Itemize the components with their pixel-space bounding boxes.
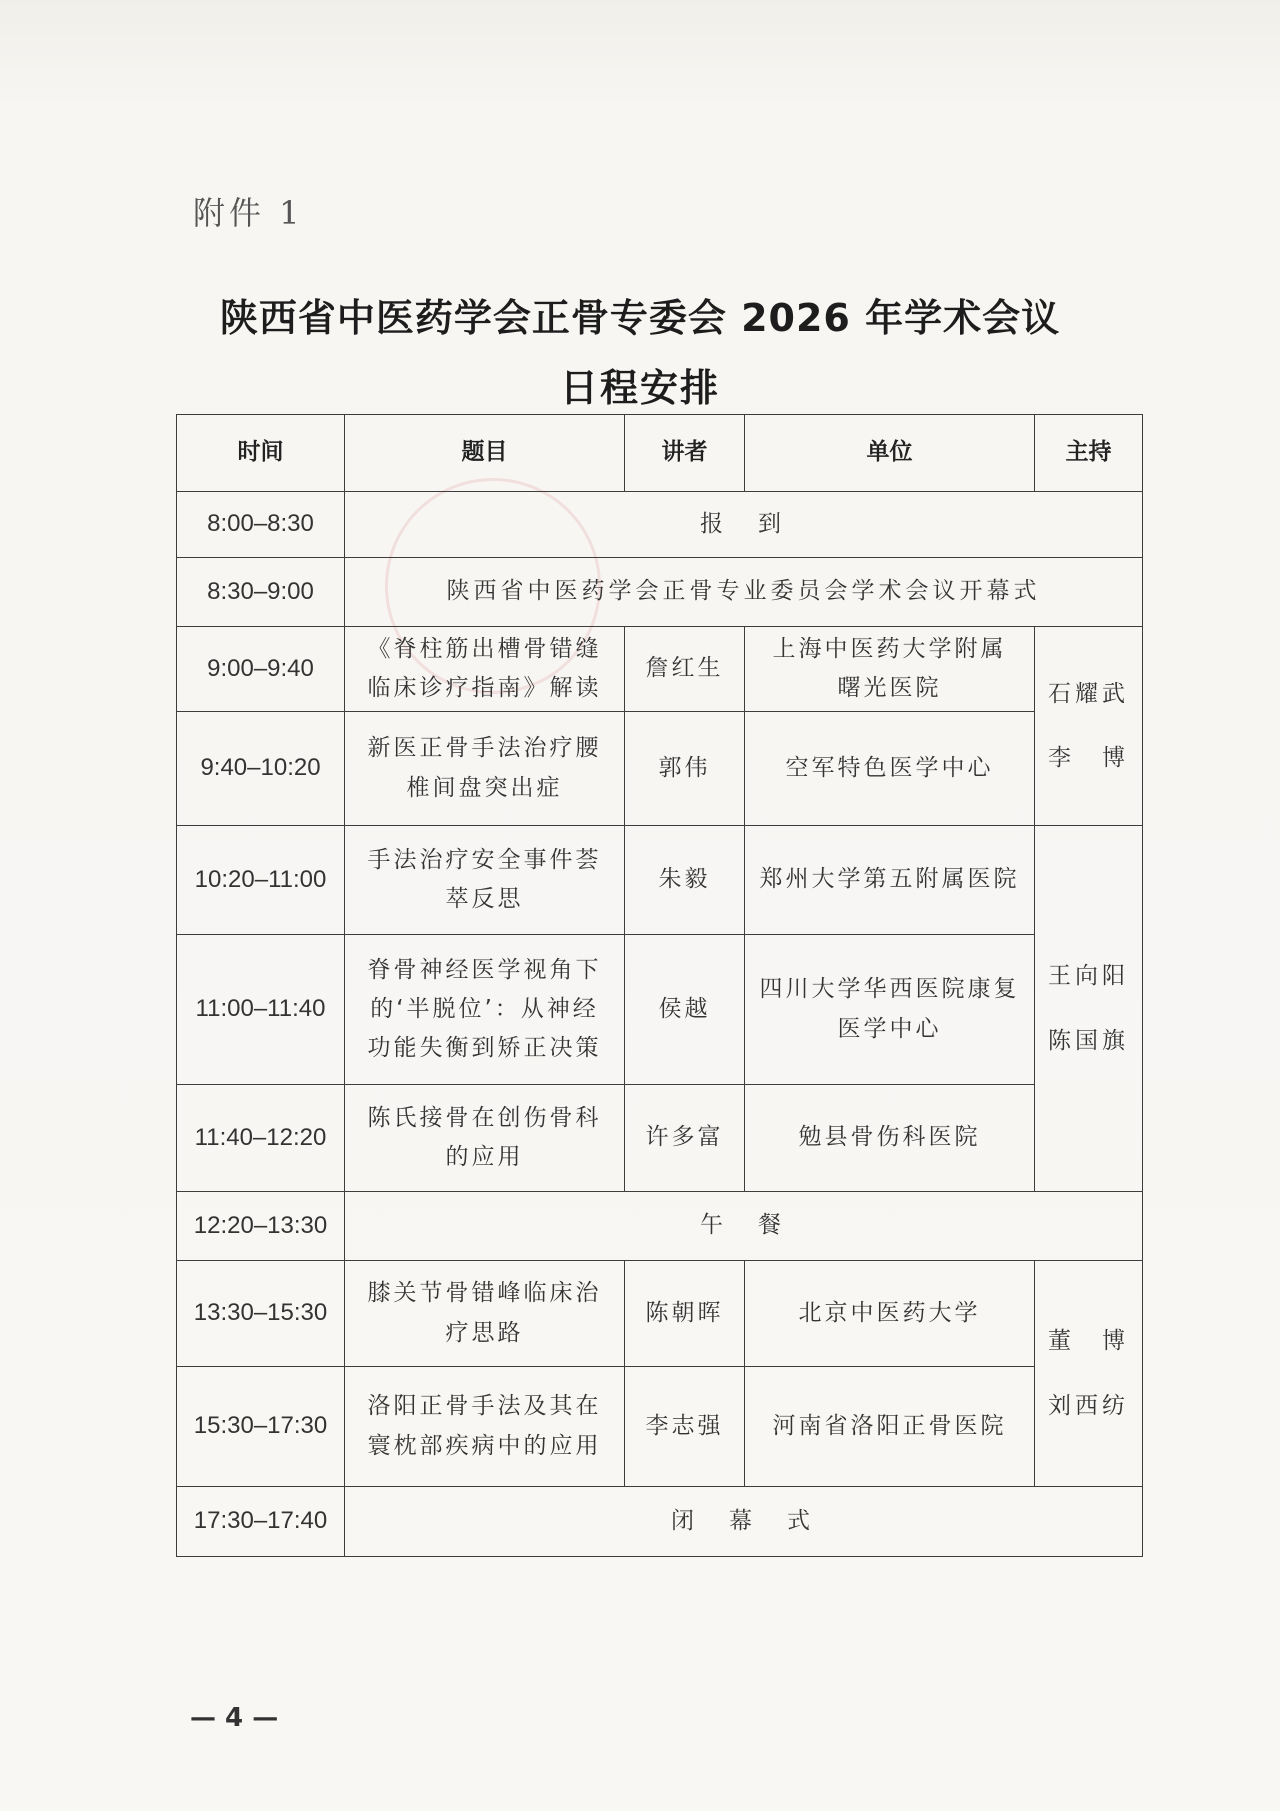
table-row: [177, 1085, 1143, 1192]
topic-cell: [345, 1261, 625, 1367]
header-host: 主持: [1035, 415, 1143, 492]
host-name: 李 博: [1048, 745, 1129, 771]
time-cell: 9:00–9:40: [177, 627, 345, 712]
time-cell: 13:30–15:30: [177, 1261, 345, 1367]
event-cell: 报 到: [345, 492, 1143, 558]
topic-line: 临床诊疗指南》解读: [367, 675, 602, 701]
host-name: 王向阳: [1048, 963, 1129, 990]
document-subtitle: 日程安排: [559, 366, 720, 410]
time-cell: 11:00–11:40: [177, 935, 345, 1085]
speaker-cell: 李志强: [625, 1367, 745, 1487]
table-row: [177, 492, 1143, 558]
topic-line: 《脊柱筋出槽骨错缝: [367, 635, 602, 662]
host-cell: [1035, 627, 1143, 826]
topic-line: 膝关节骨错峰临床治: [367, 1280, 602, 1307]
time-cell: 9:40–10:20: [177, 712, 345, 826]
table-row: [177, 935, 1143, 1085]
topic-cell: [345, 826, 625, 935]
table-header-row: [177, 415, 1143, 492]
table-row: [177, 712, 1143, 826]
unit-cell: 河南省洛阳正骨医院: [745, 1367, 1035, 1487]
topic-cell: [345, 1367, 625, 1487]
table-row: [177, 1261, 1143, 1367]
speaker-cell: 许多富: [625, 1085, 745, 1192]
topic-cell: [345, 712, 625, 826]
header-speaker: 讲者: [625, 415, 745, 492]
topic-line: 的应用: [445, 1144, 524, 1170]
time-cell: 17:30–17:40: [177, 1487, 345, 1557]
table-row: [177, 558, 1143, 627]
unit-cell: [745, 935, 1035, 1085]
header-topic: 题目: [345, 415, 625, 492]
time-cell: 12:20–13:30: [177, 1192, 345, 1261]
host-name: 陈国旗: [1048, 1027, 1129, 1054]
unit-cell: 北京中医药大学: [745, 1261, 1035, 1367]
table-row: [177, 1487, 1143, 1557]
topic-line: 新医正骨手法治疗腰: [367, 735, 602, 762]
topic-line: 脊骨神经医学视角下: [367, 956, 602, 983]
host-name: 石耀武: [1048, 680, 1129, 707]
topic-line: 洛阳正骨手法及其在: [367, 1393, 602, 1420]
time-cell: 8:00–8:30: [177, 492, 345, 558]
unit-cell: [745, 627, 1035, 712]
speaker-cell: 陈朝晖: [625, 1261, 745, 1367]
attachment-label: 附件 1: [193, 194, 304, 232]
header-time: 时间: [177, 415, 345, 492]
time-cell: 10:20–11:00: [177, 826, 345, 935]
topic-line: 陈氏接骨在创伤骨科: [367, 1104, 602, 1131]
page-number: — 4 —: [190, 1703, 279, 1733]
table-row: [177, 627, 1143, 712]
topic-line: 椎间盘突出症: [406, 774, 563, 801]
table-row: [177, 826, 1143, 935]
topic-cell: [345, 935, 625, 1085]
host-cell: [1035, 826, 1143, 1192]
unit-line: 曙光医院: [837, 675, 942, 701]
host-name: 刘西纺: [1048, 1392, 1129, 1419]
topic-line: 的‘半脱位’：从神经: [370, 995, 599, 1022]
header-unit: 单位: [745, 415, 1035, 492]
topic-line: 萃反思: [445, 886, 524, 912]
time-cell: 8:30–9:00: [177, 558, 345, 627]
unit-line: 四川大学华西医院康复: [759, 976, 1020, 1003]
schedule-table: [176, 414, 1143, 1557]
topic-line: 寰枕部疾病中的应用: [367, 1432, 602, 1459]
event-cell: 陕西省中医药学会正骨专业委员会学术会议开幕式: [345, 558, 1143, 627]
speaker-cell: 朱毅: [625, 826, 745, 935]
topic-cell: [345, 1085, 625, 1192]
event-cell: 午 餐: [345, 1192, 1143, 1261]
speaker-cell: 侯越: [625, 935, 745, 1085]
host-name: 董 博: [1048, 1328, 1129, 1355]
topic-cell: [345, 627, 625, 712]
time-cell: 11:40–12:20: [177, 1085, 345, 1192]
speaker-cell: 詹红生: [625, 627, 745, 712]
document-title: 陕西省中医药学会正骨专委会 2026 年学术会议: [219, 296, 1061, 340]
event-cell: 闭 幕 式: [345, 1487, 1143, 1557]
unit-cell: 空军特色医学中心: [745, 712, 1035, 826]
topic-line: 疗思路: [445, 1319, 524, 1346]
host-cell: [1035, 1261, 1143, 1487]
time-cell: 15:30–17:30: [177, 1367, 345, 1487]
table-row: [177, 1192, 1143, 1261]
topic-line: 手法治疗安全事件荟: [367, 846, 602, 873]
unit-cell: 郑州大学第五附属医院: [745, 826, 1035, 935]
unit-cell: 勉县骨伤科医院: [745, 1085, 1035, 1192]
unit-line: 上海中医药大学附属: [772, 635, 1007, 662]
table-row: [177, 1367, 1143, 1487]
topic-line: 功能失衡到矫正决策: [367, 1035, 602, 1062]
unit-line: 医学中心: [837, 1015, 942, 1042]
speaker-cell: 郭伟: [625, 712, 745, 826]
